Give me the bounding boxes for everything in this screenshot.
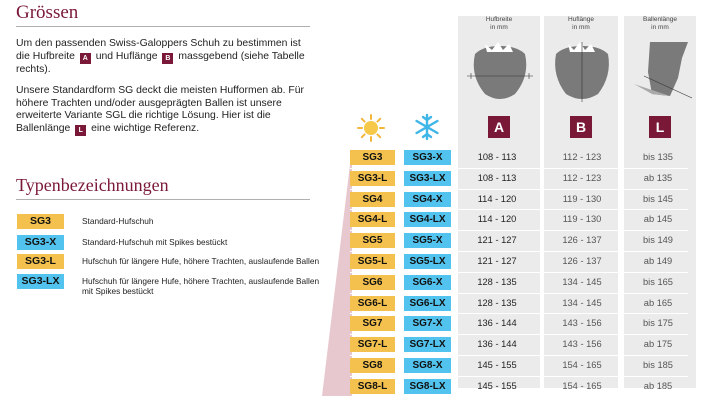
decorative-triangle [322,148,352,396]
standard-code-cell: SG3 [350,150,395,165]
legend-description: Standard-Hufschuh [82,216,154,226]
spike-code-cell: SG7-LX [404,337,451,352]
huflaenge-cell: 134 - 145 [562,297,602,308]
ballenlaenge-cell: ab 149 [643,255,673,266]
ballenlaenge-cell: ab 165 [643,297,673,308]
column-a-letter: A [488,116,510,138]
table-row [350,210,688,231]
ballenlaenge-cell: bis 165 [643,276,673,287]
table-row [350,169,688,190]
hufbreite-cell: 114 - 120 [477,214,517,225]
column-b-letter: B [570,116,592,138]
table-row [350,314,688,335]
intro-paragraph-2 [16,85,316,136]
legend-item [17,214,322,229]
hufbreite-cell: 121 - 127 [477,235,517,246]
spike-code-cell: SG6-LX [404,296,451,311]
table-row [350,294,688,315]
table-row [350,252,688,273]
huflaenge-cell: 119 - 130 [562,193,602,204]
hoof-length-illustration [548,36,616,104]
intro1-text-mid: und Huflänge [95,50,158,62]
ballenlaenge-cell: ab 185 [643,380,673,391]
standard-code-cell: SG3-L [350,171,395,186]
ballenlaenge-cell: ab 135 [643,172,673,183]
intro1-text-end: massgebend (siehe Tabelle rechts). [16,50,305,75]
spike-code-cell: SG8-LX [404,379,451,394]
types-divider [16,199,310,200]
ballenlaenge-cell: bis 185 [643,359,673,370]
table-row [350,356,688,377]
huflaenge-cell: 126 - 137 [562,255,602,266]
huflaenge-cell: 143 - 156 [562,318,602,329]
spike-code-cell: SG3-LX [404,171,451,186]
huflaenge-cell: 112 - 123 [562,172,602,183]
ballenlaenge-cell: bis 149 [643,235,673,246]
standard-code-cell: SG6 [350,275,395,290]
legend-code-badge: SG3-L [17,254,64,269]
huflaenge-label: Huflänge in mm [567,16,595,31]
standard-code-cell: SG7-L [350,337,395,352]
sizes-heading: Grössen [16,2,79,23]
ballenlaenge-cell: bis 145 [643,193,673,204]
hufbreite-cell: 145 - 155 [477,380,517,391]
table-row [350,148,688,169]
table-row [350,231,688,252]
badge-b: B [162,53,173,64]
legend-item [17,274,322,296]
spike-code-cell: SG5-X [404,233,451,248]
hoof-width-illustration [465,36,535,104]
huflaenge-cell: 154 - 165 [562,380,602,391]
standard-code-cell: SG4-L [350,212,395,227]
spike-code-cell: SG4-X [404,192,451,207]
legend-description: Hufschuh für längere Hufe, höhere Trachten, auslaufende Ballen [82,256,320,266]
hufbreite-cell: 145 - 155 [477,359,517,370]
huflaenge-cell: 119 - 130 [562,214,602,225]
hufbreite-cell: 108 - 113 [477,172,517,183]
intro2-text-end: eine wichtige Referenz. [91,122,200,134]
huflaenge-cell: 134 - 145 [562,276,602,287]
table-row [350,190,688,211]
huflaenge-cell: 126 - 137 [562,235,602,246]
huflaenge-cell: 143 - 156 [562,339,602,350]
sun-icon [357,114,385,142]
legend-code-badge: SG3 [17,214,64,229]
ballenlaenge-cell: bis 175 [643,318,673,329]
spike-code-cell: SG8-X [404,358,451,373]
hufbreite-cell: 121 - 127 [477,255,517,266]
types-heading: Typenbezeichnungen [16,175,169,195]
table-row [350,335,688,356]
legend-description: Hufschuh für längere Hufe, höhere Trachten, auslaufende Ballen mit Spikes bestückt [82,276,320,296]
legend-description: Standard-Hufschuh mit Spikes bestückt [82,237,228,247]
standard-code-cell: SG5 [350,233,395,248]
table-row [350,273,688,294]
huflaenge-cell: 112 - 123 [562,152,602,162]
badge-a: A [80,53,91,64]
snowflake-icon [413,113,441,141]
hufbreite-cell: 108 - 113 [477,152,517,162]
intro1-text-start: Um den passenden Swiss-Galoppers Schuh zu bestimmen ist die Hufbreite [16,38,301,62]
legend-item [17,235,322,250]
legend-item [17,254,322,269]
intro2-text-start: Unsere Standardform SG deckt die meisten Hufformen ab. Für höhere Trachten und/oder ausgeprägten Ballen ist unsere erweiterte Variante SGL die richtige Lösung. Hier ist die Ballenlänge [16,85,304,134]
standard-code-cell: SG8-L [350,379,395,394]
hufbreite-cell: 136 - 144 [477,318,517,329]
standard-code-cell: SG8 [350,358,395,373]
hufbreite-label: Hufbreite in mm [485,16,513,31]
table-row [350,377,688,398]
spike-code-cell: SG4-LX [404,212,451,227]
standard-code-cell: SG4 [350,192,395,207]
standard-code-cell: SG6-L [350,296,395,311]
badge-l: L [75,125,86,136]
hufbreite-cell: 128 - 135 [477,276,517,287]
hufbreite-cell: 128 - 135 [477,297,517,308]
legend-code-badge: SG3-LX [17,274,64,289]
huflaenge-cell: 154 - 165 [562,359,602,370]
column-l-letter: L [649,116,671,138]
standard-code-cell: SG5-L [350,254,395,269]
ballenlaenge-label: Ballenlänge in mm [643,16,677,31]
spike-code-cell: SG6-X [404,275,451,290]
spike-code-cell: SG7-X [404,316,451,331]
ballenlaenge-cell: ab 145 [643,214,673,225]
standard-code-cell: SG7 [350,316,395,331]
heading-divider [16,26,310,27]
legend-code-badge: SG3-X [17,235,64,250]
heel-length-illustration [630,36,696,100]
hufbreite-cell: 114 - 120 [477,193,517,204]
ballenlaenge-cell: bis 135 [643,152,673,162]
intro-paragraph-1 [16,38,316,76]
hufbreite-cell: 136 - 144 [477,339,517,350]
spike-code-cell: SG3-X [404,150,451,165]
spike-code-cell: SG5-LX [404,254,451,269]
ballenlaenge-cell: ab 175 [643,339,673,350]
size-table [350,148,688,398]
